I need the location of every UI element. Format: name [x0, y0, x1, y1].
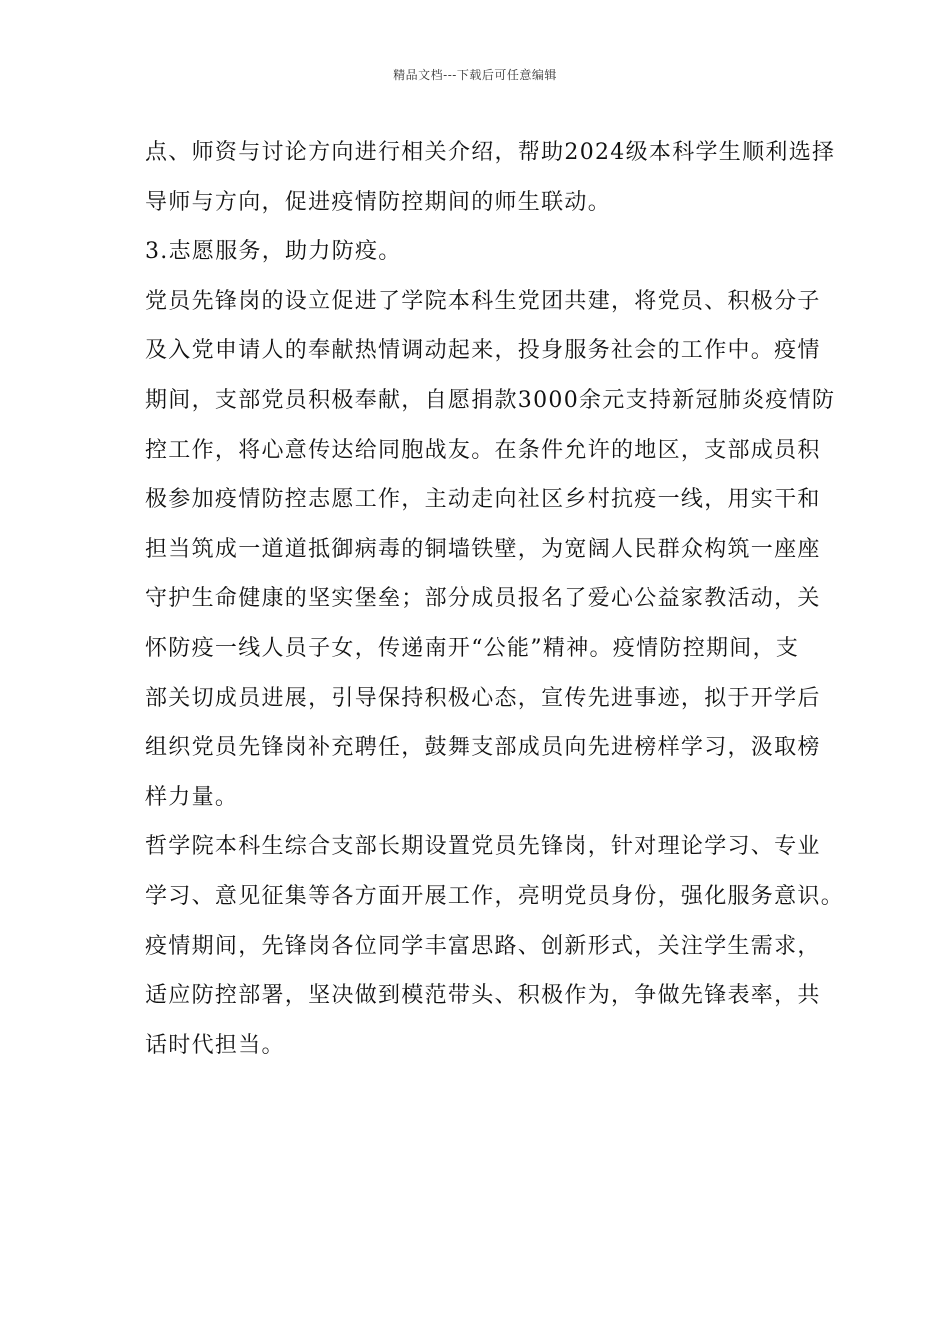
page-header: 精品文档---下载后可任意编辑	[393, 68, 557, 82]
text-line: 党员先锋岗的设立促进了学院本科生党团共建，将党员、积极分子	[145, 288, 821, 314]
text-line: 点、师资与讨论方向进行相关介绍，帮助2024级本科学生顺利选择	[145, 140, 836, 165]
text-line: 及入党申请人的奉献热情调动起来，投身服务社会的工作中。疫情	[145, 338, 821, 364]
text-line: 控工作，将心意传达给同胞战友。在条件允许的地区，支部成员积	[145, 437, 821, 463]
text-line: 守护生命健康的坚实堡垒；部分成员报名了爱心公益家教活动，关	[145, 586, 821, 612]
document-body	[145, 128, 845, 1070]
text-line: 期间，支部党员积极奉献，自愿捐款3000余元支持新冠肺炎疫情防	[145, 387, 836, 413]
section-heading: 3.志愿服务，助力防疫。	[145, 239, 402, 265]
text-line: 话时代担当。	[145, 1032, 285, 1058]
text-line: 哲学院本科生综合支部长期设置党员先锋岗，针对理论学习、专业	[145, 834, 821, 860]
text-line: 部关切成员进展，引导保持积极心态，宣传先进事迹，拟于开学后	[145, 685, 821, 711]
text-line: 导师与方向，促进疫情防控期间的师生联动。	[145, 189, 612, 215]
text-line: 样力量。	[145, 784, 239, 810]
text-line: 怀防疫一线人员子女，传递南开“公能”精神。疫情防控期间，支	[145, 635, 800, 661]
text-line: 适应防控部署，坚决做到模范带头、积极作为，争做先锋表率，共	[145, 983, 821, 1009]
text-line: 学习、意见征集等各方面开展工作，亮明党员身份，强化服务意识。	[145, 883, 845, 909]
text-line: 担当筑成一道道抵御病毒的铜墙铁壁，为宽阔人民群众构筑一座座	[145, 536, 821, 562]
text-line: 极参加疫情防控志愿工作，主动走向社区乡村抗疫一线，用实干和	[145, 487, 821, 513]
text-line: 疫情期间，先锋岗各位同学丰富思路、创新形式，关注学生需求，	[145, 933, 821, 959]
text-line: 组织党员先锋岗补充聘任，鼓舞支部成员向先进榜样学习，汲取榜	[145, 735, 821, 761]
